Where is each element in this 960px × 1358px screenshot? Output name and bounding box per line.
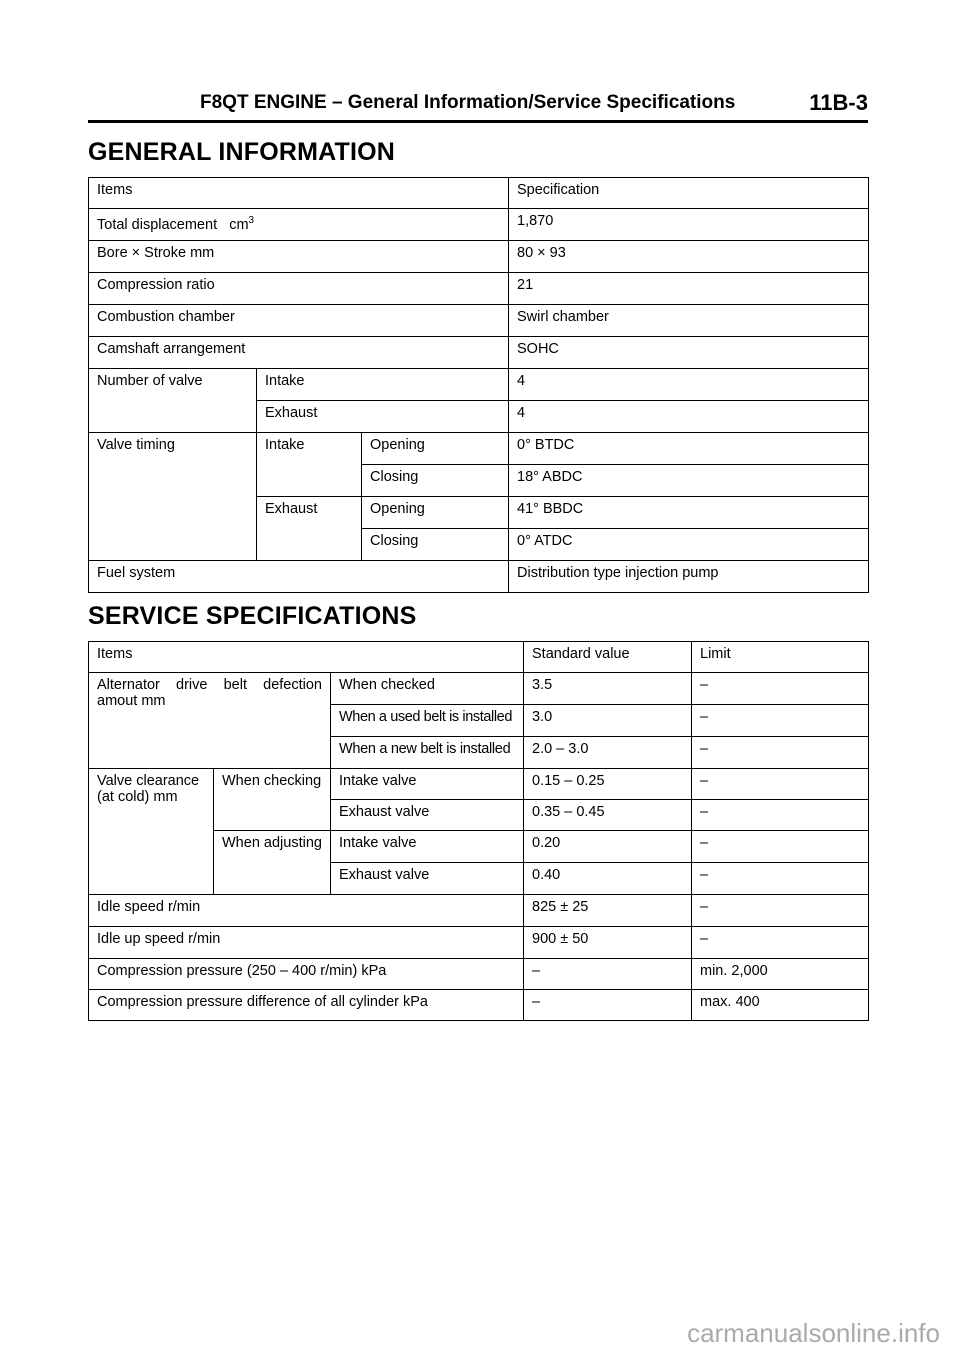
page-header [88, 92, 868, 123]
limit-value: – [692, 737, 869, 769]
page-number: 11B-3 [809, 90, 868, 115]
sub-label: Intake valve [331, 831, 524, 863]
watermark: carmanualsonline.info [687, 1318, 940, 1348]
row-label: Total displacement $cm^3$ [89, 209, 509, 241]
limit-value: min. 2,000 [692, 959, 869, 990]
standard-value: 0.35 – 0.45 [524, 800, 692, 831]
limit-value: – [692, 863, 869, 895]
limit-value: – [692, 800, 869, 831]
col-items: Items [89, 642, 524, 673]
row-value: Swirl chamber [509, 305, 869, 337]
limit-value: max. 400 [692, 990, 869, 1021]
row-label: Compression ratio [89, 273, 509, 305]
sub-label: When a new belt is installed [331, 737, 524, 769]
row-value: 80 × 93 [509, 241, 869, 273]
general-information-table [88, 177, 869, 593]
table-row [89, 337, 869, 369]
row-label: Compression pressure difference of all cylinder kPa [89, 990, 524, 1021]
standard-value: – [524, 990, 692, 1021]
table-row [89, 895, 869, 927]
sub-label: When adjusting [214, 831, 331, 895]
sub-label: Opening [362, 433, 509, 465]
row-label: Number of valve [89, 369, 257, 433]
sub-label: Exhaust [257, 401, 509, 433]
standard-value: 3.0 [524, 705, 692, 737]
sub-label: Opening [362, 497, 509, 529]
limit-value: – [692, 705, 869, 737]
limit-value: – [692, 895, 869, 927]
row-label: Alternator drive belt defection amout mm [89, 673, 331, 769]
standard-value: 0.20 [524, 831, 692, 863]
table-row [89, 241, 869, 273]
row-value: 41° BBDC [509, 497, 869, 529]
row-label: Idle speed r/min [89, 895, 524, 927]
limit-value: – [692, 673, 869, 705]
sub-label: Exhaust valve [331, 800, 524, 831]
standard-value: 0.15 – 0.25 [524, 769, 692, 800]
row-value: SOHC [509, 337, 869, 369]
sub-label: Closing [362, 529, 509, 561]
row-label: Compression pressure (250 – 400 r/min) kPa [89, 959, 524, 990]
col-limit: Limit [692, 642, 869, 673]
standard-value: 3.5 [524, 673, 692, 705]
row-label: Valve timing [89, 433, 257, 561]
row-value: 0° ATDC [509, 529, 869, 561]
sub-label: Intake valve [331, 769, 524, 800]
standard-value: 2.0 – 3.0 [524, 737, 692, 769]
general-information-title: GENERAL INFORMATION [88, 138, 396, 166]
sub-label: When checked [331, 673, 524, 705]
row-value: 4 [509, 401, 869, 433]
col-items: Items [89, 178, 509, 209]
row-value: Distribution type injection pump [509, 561, 869, 593]
sub-label: Closing [362, 465, 509, 497]
header-title: F8QT ENGINE – General Information/Service Specifications [200, 92, 736, 113]
service-specifications-table [88, 641, 869, 1021]
sub-label: Exhaust [257, 497, 362, 561]
table-row [89, 433, 869, 465]
sub-label: Exhaust valve [331, 863, 524, 895]
table-header-row [89, 642, 869, 673]
row-label: Valve clearance (at cold) mm [89, 769, 214, 895]
table-row [89, 769, 869, 800]
row-value: 1,870 [509, 209, 869, 241]
table-row [89, 927, 869, 959]
sub-label: Intake [257, 369, 509, 401]
table-row [89, 959, 869, 990]
table-header-row [89, 178, 869, 209]
limit-value: – [692, 927, 869, 959]
standard-value: 0.40 [524, 863, 692, 895]
row-value: 0° BTDC [509, 433, 869, 465]
row-label: Fuel system [89, 561, 509, 593]
row-label: Bore × Stroke mm [89, 241, 509, 273]
table-row [89, 673, 869, 705]
sub-label: Intake [257, 433, 362, 497]
limit-value: – [692, 831, 869, 863]
row-label: Camshaft arrangement [89, 337, 509, 369]
row-label: Combustion chamber [89, 305, 509, 337]
sub-label: When a used belt is installed [331, 705, 524, 737]
row-value: 18° ABDC [509, 465, 869, 497]
col-specification: Specification [509, 178, 869, 209]
row-value: 21 [509, 273, 869, 305]
standard-value: – [524, 959, 692, 990]
row-label: Idle up speed r/min [89, 927, 524, 959]
col-standard-value: Standard value [524, 642, 692, 673]
table-row [89, 273, 869, 305]
table-row [89, 369, 869, 401]
table-row [89, 305, 869, 337]
standard-value: 825 ± 25 [524, 895, 692, 927]
sub-label: When checking [214, 769, 331, 831]
standard-value: 900 ± 50 [524, 927, 692, 959]
row-value: 4 [509, 369, 869, 401]
table-row [89, 561, 869, 593]
table-row [89, 990, 869, 1021]
limit-value: – [692, 769, 869, 800]
service-specifications-title: SERVICE SPECIFICATIONS [88, 602, 417, 630]
table-row [89, 209, 869, 241]
